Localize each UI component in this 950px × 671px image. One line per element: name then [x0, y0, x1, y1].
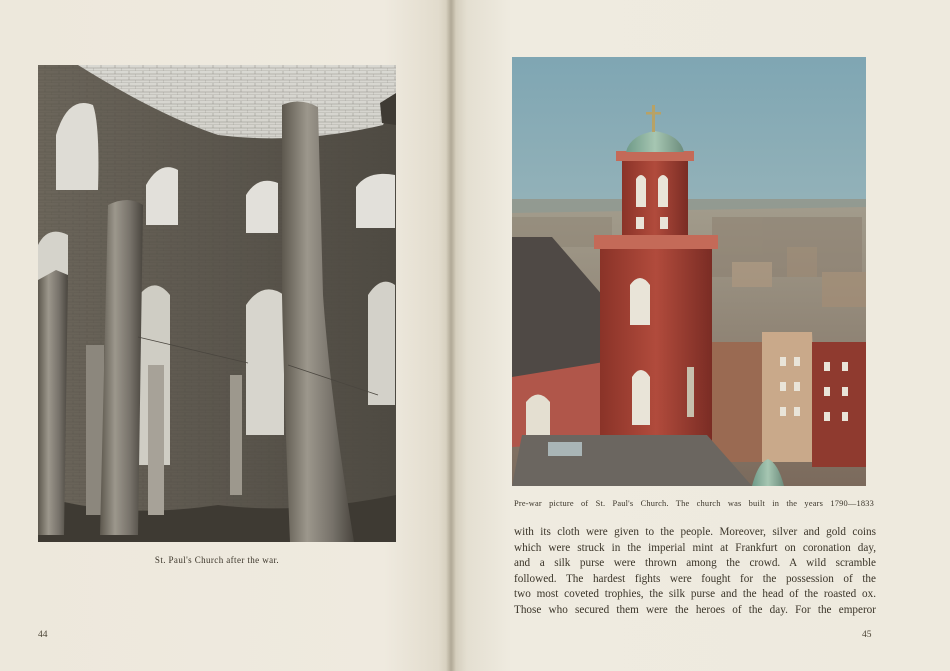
left-photo-caption: St. Paul's Church after the war. — [154, 555, 280, 565]
body-text — [514, 525, 876, 619]
ruins-illustration — [38, 65, 396, 542]
left-page — [0, 0, 452, 671]
body-line: with its cloth were given to the people. Moreover, silver and gold coins — [514, 526, 876, 538]
ruined-church-photo — [38, 65, 396, 542]
body-line: and a silk purse were thrown among the crowd. A wild scramble — [514, 557, 876, 570]
page-number-right: 45 — [862, 630, 872, 640]
prewar-illustration — [512, 57, 866, 486]
prewar-church-photo — [512, 57, 866, 486]
page-number-left: 44 — [38, 630, 48, 640]
book-gutter — [446, 0, 456, 671]
right-photo-caption: Pre-war picture of St. Paul's Church. The church was built in the years 1790—1833 — [514, 499, 874, 508]
body-line: which were struck in the imperial mint at Frankfurt on coronation day, — [514, 541, 876, 554]
body-line: two most coveted trophies, the silk purse and the head of the roasted ox. — [514, 588, 876, 601]
body-line: Those who secured them were the heroes of the day. For the emperor — [514, 603, 876, 616]
body-line: followed. The hardest fights were fought for the possession of the — [514, 572, 876, 585]
